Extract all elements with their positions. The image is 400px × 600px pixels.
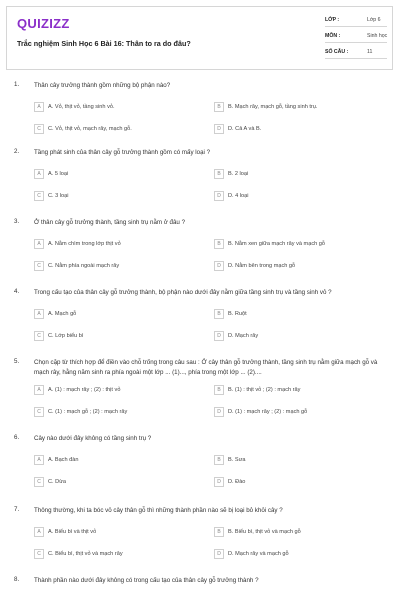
- option-a[interactable]: [34, 168, 68, 180]
- option-text: B. Sưa: [228, 457, 246, 463]
- option-letter-box: B: [214, 527, 224, 537]
- option-text: D. (1) : mạch rây ; (2) : mạch gỗ: [228, 409, 308, 415]
- option-text: B. Nằm xen giữa mạch rây và mạch gỗ: [228, 241, 326, 247]
- meta-subject-value: Sinh học: [367, 33, 388, 39]
- question-number: 4.: [14, 288, 20, 295]
- meta-grade-label: LỚP :: [325, 17, 340, 23]
- option-letter-box: B: [214, 239, 224, 249]
- question-number: 6.: [14, 434, 20, 441]
- option-b[interactable]: [214, 526, 301, 538]
- option-c[interactable]: [34, 123, 132, 135]
- option-d[interactable]: [214, 476, 245, 488]
- option-a[interactable]: [34, 384, 120, 396]
- option-text: C. Biểu bì, thịt vỏ và mạch rây: [48, 551, 123, 557]
- option-letter-box: C: [34, 261, 44, 271]
- option-c[interactable]: [34, 260, 119, 272]
- option-c[interactable]: [34, 406, 127, 418]
- option-letter-box: D: [214, 331, 224, 341]
- worksheet-header: [6, 6, 393, 70]
- question-text: Tầng phát sinh của thân cây gỗ trưởng thành gồm có mấy loại ?: [34, 149, 211, 156]
- question-text: Cây nào dưới đây không có tầng sinh trụ ?: [34, 435, 152, 442]
- option-text: C. (1) : mạch gỗ ; (2) : mạch rây: [48, 409, 128, 415]
- question-number: 8.: [14, 576, 20, 583]
- option-b[interactable]: [214, 168, 248, 180]
- question-text: Ở thân cây gỗ trưởng thành, tầng sinh trụ nằm ở đâu ?: [34, 219, 186, 226]
- option-c[interactable]: [34, 330, 83, 342]
- option-b[interactable]: [214, 308, 247, 320]
- option-a[interactable]: [34, 454, 78, 466]
- question-text: Thành phần nào dưới đây không có trong cấu tạo của thân cây gỗ trưởng thành ?: [34, 577, 259, 584]
- option-text: A. Mạch gỗ: [48, 311, 77, 317]
- option-text: D. Mạch rây và mạch gỗ: [228, 551, 289, 557]
- option-letter-box: D: [214, 124, 224, 134]
- option-b[interactable]: [214, 101, 317, 113]
- option-letter-box: C: [34, 549, 44, 559]
- option-d[interactable]: [214, 190, 249, 202]
- worksheet-title: Trắc nghiệm Sinh Học 6 Bài 16: Thân to ra do đâu?: [17, 39, 191, 48]
- option-letter-box: C: [34, 477, 44, 487]
- option-letter-box: A: [34, 385, 44, 395]
- option-text: A. (1) : mạch rây ; (2) : thịt vỏ: [48, 387, 121, 393]
- divider: [325, 58, 387, 59]
- meta-count: [325, 49, 372, 55]
- question-text: Thân cây trưởng thành gồm những bộ phận nào?: [34, 82, 171, 89]
- option-b[interactable]: [214, 454, 245, 466]
- option-letter-box: C: [34, 191, 44, 201]
- meta-count-value: 11: [367, 49, 373, 55]
- option-letter-box: D: [214, 261, 224, 271]
- meta-count-label: SỐ CÂU :: [325, 49, 349, 55]
- option-text: B. Ruột: [228, 311, 247, 317]
- option-d[interactable]: [214, 406, 307, 418]
- option-c[interactable]: [34, 476, 66, 488]
- option-text: B. (1) : thịt vỏ ; (2) : mạch rây: [228, 387, 301, 393]
- option-letter-box: A: [34, 169, 44, 179]
- option-letter-box: A: [34, 102, 44, 112]
- meta-subject-label: MÔN :: [325, 33, 341, 39]
- option-text: D. Mạch rây: [228, 333, 259, 339]
- option-text: D. 4 loại: [228, 193, 249, 199]
- option-letter-box: D: [214, 549, 224, 559]
- question-number: 3.: [14, 218, 20, 225]
- option-letter-box: C: [34, 331, 44, 341]
- option-a[interactable]: [34, 101, 115, 113]
- option-a[interactable]: [34, 238, 121, 250]
- option-b[interactable]: [214, 384, 300, 396]
- question-number: 2.: [14, 148, 20, 155]
- option-text: C. 3 loại: [48, 193, 69, 199]
- meta-subject: [325, 33, 387, 39]
- option-b[interactable]: [214, 238, 325, 250]
- option-letter-box: D: [214, 477, 224, 487]
- option-a[interactable]: [34, 526, 96, 538]
- option-text: D. Nằm bên trong mạch gỗ: [228, 263, 296, 269]
- option-letter-box: B: [214, 169, 224, 179]
- option-letter-box: B: [214, 385, 224, 395]
- option-d[interactable]: [214, 548, 289, 560]
- option-letter-box: A: [34, 309, 44, 319]
- option-letter-box: C: [34, 124, 44, 134]
- option-text: C. Dừa: [48, 479, 67, 485]
- option-d[interactable]: [214, 260, 295, 272]
- question-text: Trong cấu tạo của thân cây gỗ trưởng thành, bộ phận nào dưới đây nằm giữa tầng sinh trụ và tầng sinh vỏ ?: [34, 289, 332, 296]
- option-text: C. Lớp biểu bì: [48, 333, 84, 339]
- option-letter-box: D: [214, 191, 224, 201]
- option-text: C. Vỏ, thịt vỏ, mạch rây, mạch gỗ.: [48, 126, 132, 132]
- option-text: C. Nằm phía ngoài mạch rây: [48, 263, 120, 269]
- option-letter-box: A: [34, 527, 44, 537]
- option-c[interactable]: [34, 548, 123, 560]
- option-letter-box: B: [214, 455, 224, 465]
- option-letter-box: A: [34, 239, 44, 249]
- option-letter-box: D: [214, 407, 224, 417]
- option-letter-box: C: [34, 407, 44, 417]
- quizizz-logo: QUIZIZZ: [17, 16, 70, 31]
- option-letter-box: A: [34, 455, 44, 465]
- option-text: A. Bạch đàn: [48, 457, 79, 463]
- option-text: A. Vỏ, thịt vỏ, tầng sinh vỏ.: [48, 104, 115, 110]
- question-number: 7.: [14, 506, 20, 513]
- option-letter-box: B: [214, 102, 224, 112]
- option-c[interactable]: [34, 190, 69, 202]
- option-d[interactable]: [214, 123, 261, 135]
- option-text: D. Đào: [228, 479, 246, 485]
- option-text: D. Cả A và B.: [228, 126, 262, 132]
- option-letter-box: B: [214, 309, 224, 319]
- question-number: 1.: [14, 81, 20, 88]
- option-text: B. 2 loại: [228, 171, 249, 177]
- divider: [325, 26, 387, 27]
- option-text: B. Biểu bì, thịt vỏ và mạch gỗ: [228, 529, 301, 535]
- option-text: A. 5 loại: [48, 171, 69, 177]
- divider: [325, 42, 387, 43]
- option-text: A. Nằm chìm trong lớp thịt vỏ: [48, 241, 121, 247]
- option-d[interactable]: [214, 330, 258, 342]
- question-number: 5.: [14, 358, 20, 365]
- meta-grade: [325, 17, 381, 23]
- meta-grade-value: Lớp 6: [367, 17, 381, 23]
- option-text: B. Mạch rây, mạch gỗ, tầng sinh trụ.: [228, 104, 318, 110]
- option-text: A. Biểu bì và thịt vỏ: [48, 529, 97, 535]
- question-text: Thông thường, khi ta bóc vỏ cây thân gỗ thì những thành phần nào sẽ bị loại bỏ khỏi cây ?: [34, 507, 283, 514]
- question-text: Chọn cặp từ thích hợp để điền vào chỗ trống trong câu sau : Ở cây thân gỗ trưởng thành, tầng sinh trụ nằm giữa mạch gỗ và mạch rây, hằng năm sinh ra phía ngoài một lớp ... (1)..., phía trong một lớp ... (2)....: [34, 359, 378, 376]
- option-a[interactable]: [34, 308, 76, 320]
